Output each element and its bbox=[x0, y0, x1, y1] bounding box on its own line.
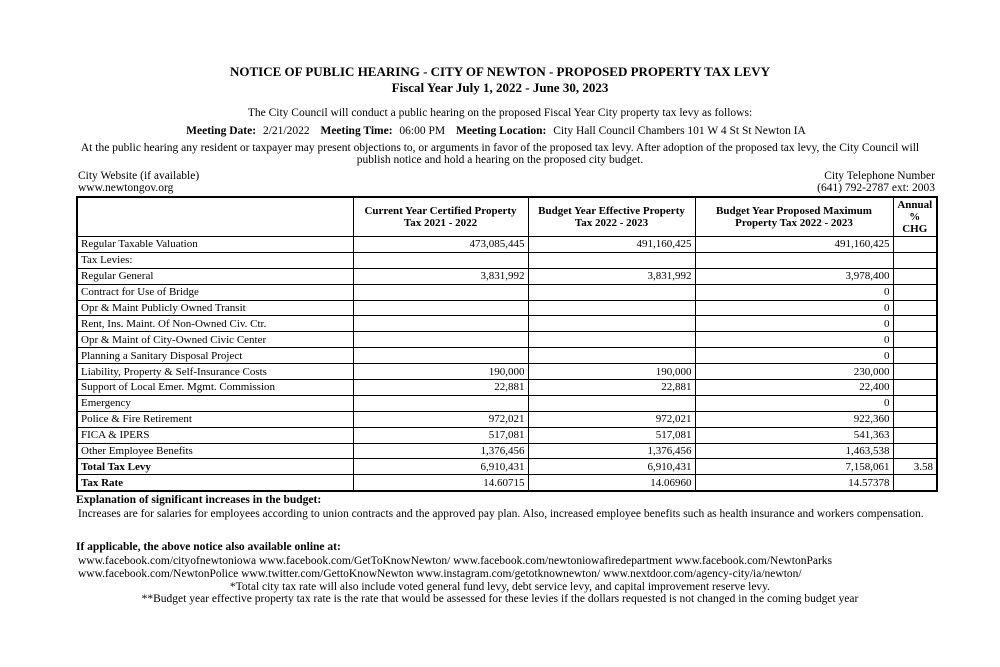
table-body bbox=[77, 237, 937, 492]
online-links-line-1[interactable]: www.facebook.com/cityofnewtoniowa www.facebook.com/GetToKnowNewton/ www.facebook.com/newtoniowafiredepartment www.facebook.com/NewtonParks bbox=[78, 555, 833, 567]
annual-chg-value bbox=[893, 411, 937, 427]
fiscal-year-title: Fiscal Year July 1, 2022 - June 30, 2023 bbox=[391, 80, 609, 95]
proposed-value bbox=[695, 252, 893, 268]
proposed-value: 0 bbox=[695, 300, 893, 316]
annual-chg-value bbox=[893, 252, 937, 268]
table-row bbox=[77, 411, 937, 427]
proposed-value: 230,000 bbox=[695, 364, 893, 380]
current-year-value: 14.60715 bbox=[353, 475, 528, 491]
table-row bbox=[77, 268, 937, 284]
row-label: Regular General bbox=[77, 268, 353, 284]
annual-chg-value bbox=[893, 364, 937, 380]
row-label: Tax Rate bbox=[77, 475, 353, 491]
annual-chg-value bbox=[893, 237, 937, 253]
effective-value bbox=[528, 284, 695, 300]
meeting-location-label: Meeting Location: bbox=[456, 125, 547, 137]
current-year-value bbox=[353, 332, 528, 348]
proposed-value: 0 bbox=[695, 316, 893, 332]
table-row bbox=[77, 300, 937, 316]
current-year-value bbox=[353, 395, 528, 411]
proposed-value: 22,400 bbox=[695, 380, 893, 396]
current-year-value: 473,085,445 bbox=[353, 237, 528, 253]
effective-value: 517,081 bbox=[528, 427, 695, 443]
effective-value: 14.06960 bbox=[528, 475, 695, 491]
header-effective: Budget Year Effective Property Tax 2022 - 2023 bbox=[528, 197, 695, 237]
table-row bbox=[77, 284, 937, 300]
annual-chg-value bbox=[893, 443, 937, 459]
header-current: Current Year Certified Property Tax 2021 - 2022 bbox=[353, 197, 528, 237]
intro-text: The City Council will conduct a public hearing on the proposed Fiscal Year City property tax levy as follows: bbox=[247, 107, 753, 119]
meeting-time-label: Meeting Time: bbox=[320, 125, 393, 137]
proposed-value: 491,160,425 bbox=[695, 237, 893, 253]
hearing-text: At the public hearing any resident or taxpayer may present objections to, or arguments in favor of the proposed tax levy. After adoption of the proposed tax levy, the City Council will publish notice and hold a hearing on the proposed city budget. bbox=[80, 142, 920, 166]
current-year-value bbox=[353, 348, 528, 364]
footnote-total-rate: *Total city tax rate will also include voted general fund levy, debt service levy, and capital improvement reserve levy. bbox=[229, 581, 771, 593]
table-row bbox=[77, 459, 937, 475]
effective-value: 1,376,456 bbox=[528, 443, 695, 459]
effective-value bbox=[528, 348, 695, 364]
phone-label: City Telephone Number bbox=[824, 170, 935, 182]
effective-value: 491,160,425 bbox=[528, 237, 695, 253]
annual-chg-value bbox=[893, 348, 937, 364]
table-row bbox=[77, 364, 937, 380]
current-year-value: 6,910,431 bbox=[353, 459, 528, 475]
effective-value bbox=[528, 300, 695, 316]
annual-chg-value bbox=[893, 475, 937, 491]
effective-value: 3,831,992 bbox=[528, 268, 695, 284]
annual-chg-value bbox=[893, 332, 937, 348]
proposed-value: 541,363 bbox=[695, 427, 893, 443]
header-proposed: Budget Year Proposed Maximum Property Tax 2022 - 2023 bbox=[695, 197, 893, 237]
row-label: Total Tax Levy bbox=[77, 459, 353, 475]
row-label: Tax Levies: bbox=[77, 252, 353, 268]
proposed-value: 0 bbox=[695, 332, 893, 348]
current-year-value bbox=[353, 300, 528, 316]
online-heading: If applicable, the above notice also available online at: bbox=[76, 541, 341, 553]
proposed-value: 0 bbox=[695, 284, 893, 300]
meeting-info bbox=[0, 125, 1000, 137]
table-row bbox=[77, 427, 937, 443]
row-label: FICA & IPERS bbox=[77, 427, 353, 443]
table-row bbox=[77, 332, 937, 348]
notice-title: NOTICE OF PUBLIC HEARING - CITY OF NEWTON - PROPOSED PROPERTY TAX LEVY bbox=[229, 64, 771, 79]
row-label: Contract for Use of Bridge bbox=[77, 284, 353, 300]
current-year-value bbox=[353, 316, 528, 332]
proposed-value: 1,463,538 bbox=[695, 443, 893, 459]
annual-chg-value bbox=[893, 284, 937, 300]
proposed-value: 0 bbox=[695, 348, 893, 364]
table-row bbox=[77, 443, 937, 459]
current-year-value: 517,081 bbox=[353, 427, 528, 443]
levy-table bbox=[76, 196, 938, 492]
row-label: Support of Local Emer. Mgmt. Commission bbox=[77, 380, 353, 396]
table-row bbox=[77, 380, 937, 396]
effective-value: 22,881 bbox=[528, 380, 695, 396]
online-links-line-2[interactable]: www.facebook.com/NewtonPolice www.twitter.com/GettoKnowNewton www.instagram.com/getotknownewton/ www.nextdoor.com/agency-city/ia/newton/ bbox=[78, 568, 802, 580]
meeting-date-value: 2/21/2022 bbox=[262, 125, 310, 137]
row-label: Emergency bbox=[77, 395, 353, 411]
current-year-value: 3,831,992 bbox=[353, 268, 528, 284]
current-year-value bbox=[353, 252, 528, 268]
website-value[interactable]: www.newtongov.org bbox=[78, 182, 174, 194]
proposed-value: 922,360 bbox=[695, 411, 893, 427]
annual-chg-value bbox=[893, 380, 937, 396]
header-annual-chg: Annual % CHG bbox=[893, 197, 937, 237]
row-label: Rent, Ins. Maint. Of Non-Owned Civ. Ctr. bbox=[77, 316, 353, 332]
website-label: City Website (if available) bbox=[78, 170, 200, 182]
row-label: Opr & Maint Publicly Owned Transit bbox=[77, 300, 353, 316]
row-label: Planning a Sanitary Disposal Project bbox=[77, 348, 353, 364]
table-row bbox=[77, 475, 937, 491]
table-header-row bbox=[77, 197, 937, 237]
annual-chg-value bbox=[893, 268, 937, 284]
explanation-heading: Explanation of significant increases in the budget: bbox=[76, 494, 322, 506]
row-label: Liability, Property & Self-Insurance Costs bbox=[77, 364, 353, 380]
table-row bbox=[77, 348, 937, 364]
effective-value: 6,910,431 bbox=[528, 459, 695, 475]
annual-chg-value bbox=[893, 427, 937, 443]
current-year-value: 972,021 bbox=[353, 411, 528, 427]
effective-value: 972,021 bbox=[528, 411, 695, 427]
annual-chg-value bbox=[893, 395, 937, 411]
table-row bbox=[77, 252, 937, 268]
row-label: Police & Fire Retirement bbox=[77, 411, 353, 427]
explanation-body: Increases are for salaries for employees according to union contracts and the approved pay plan. Also, increased employee benefits such as health insurance and workers compensation. bbox=[78, 508, 924, 520]
phone-value: (641) 792-2787 ext: 2003 bbox=[817, 182, 935, 194]
proposed-value: 7,158,061 bbox=[695, 459, 893, 475]
proposed-value: 0 bbox=[695, 395, 893, 411]
row-label: Other Employee Benefits bbox=[77, 443, 353, 459]
header-label bbox=[77, 197, 353, 237]
current-year-value: 190,000 bbox=[353, 364, 528, 380]
effective-value bbox=[528, 316, 695, 332]
annual-chg-value: 3.58 bbox=[893, 459, 937, 475]
table-row bbox=[77, 395, 937, 411]
table-row bbox=[77, 237, 937, 253]
meeting-date-label: Meeting Date: bbox=[186, 125, 257, 137]
proposed-value: 3,978,400 bbox=[695, 268, 893, 284]
meeting-time-value: 06:00 PM bbox=[399, 125, 446, 137]
footnote-effective-rate: **Budget year effective property tax rate is the rate that would be assessed for these levies if the dollars requested is not changed in the coming budget year bbox=[141, 593, 859, 605]
table-row bbox=[77, 316, 937, 332]
current-year-value bbox=[353, 284, 528, 300]
annual-chg-value bbox=[893, 300, 937, 316]
annual-chg-value bbox=[893, 316, 937, 332]
current-year-value: 1,376,456 bbox=[353, 443, 528, 459]
effective-value bbox=[528, 332, 695, 348]
effective-value bbox=[528, 252, 695, 268]
row-label: Opr & Maint of City-Owned Civic Center bbox=[77, 332, 353, 348]
row-label: Regular Taxable Valuation bbox=[77, 237, 353, 253]
meeting-location-value: City Hall Council Chambers 101 W 4 St St Newton IA bbox=[553, 125, 806, 137]
current-year-value: 22,881 bbox=[353, 380, 528, 396]
effective-value: 190,000 bbox=[528, 364, 695, 380]
proposed-value: 14.57378 bbox=[695, 475, 893, 491]
effective-value bbox=[528, 395, 695, 411]
